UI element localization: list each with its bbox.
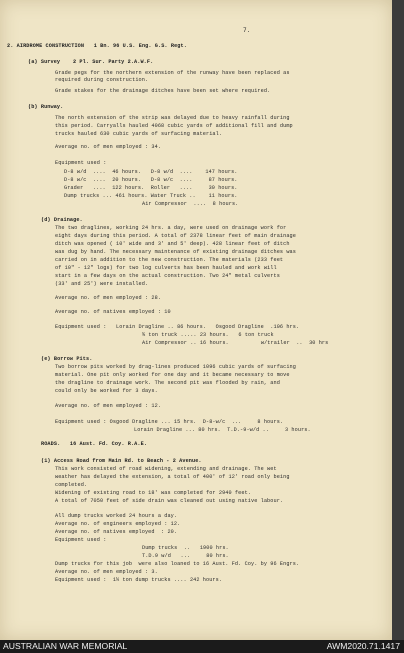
- text-line: eight days during this period. A total of 2378 linear feet of main drainage: [55, 233, 296, 239]
- scan-border: [392, 0, 404, 640]
- page-marker: 7.: [243, 27, 251, 34]
- subsection-heading: (e) Borrow Pits.: [41, 356, 93, 362]
- text-line: The north extension of the strip was delayed due to heavy rainfall during: [55, 115, 290, 121]
- subsection-heading: (d) Drainage.: [41, 217, 83, 223]
- text-line: A total of 7050 feet of side drain was cleaned out using native labour.: [55, 498, 284, 504]
- text-line: Average no. of men employed : 3.: [55, 569, 158, 575]
- text-line: could only be worked for 3 days.: [55, 388, 158, 394]
- equipment-line: D-8 w/d .... 46 hours. D-8 w/d .... 147 hours.: [64, 169, 238, 175]
- text-line: Average no. of natives employed : 10: [55, 309, 171, 315]
- text-line: Equipment used :: [55, 160, 107, 166]
- text-line: start in a few days on the actual construction. Two 24" metal culverts: [55, 273, 280, 279]
- text-line: Average no. of men employed : 34.: [55, 144, 162, 150]
- text-line: (33' and 25') were installed.: [55, 281, 149, 287]
- text-line: Grade pegs for the northern extension of the runway have been replaced as: [55, 70, 290, 76]
- section-heading: ROADS. 16 Aust. Fd. Coy. R.A.E.: [41, 441, 148, 447]
- text-line: this period. Carryalls hauled 4068 cubic yards of additional fill and dump: [55, 123, 293, 129]
- equipment-line: Air Compressor .. 16 hours. w/trailer .. 30 hrs: [142, 340, 329, 346]
- text-line: ditch was opened ( 10' wide and 3' and 5' deep). 428 linear feet of ditch: [55, 241, 290, 247]
- subsection-heading: (a) Survey 2 Pl. Sur. Party 2.A.W.F.: [28, 59, 154, 65]
- equipment-line: Equipment used : Lorain Dragline .. 86 hours. Osgood Dragline .106 hrs.: [55, 324, 300, 330]
- text-line: This work consisted of road widening, extending and drainage. The wet: [55, 466, 277, 472]
- section-heading: 2. AIRDROME CONSTRUCTION 1 Bn. 96 U.S. Eng. G.S. Regt.: [7, 43, 187, 49]
- text-line: Dump trucks for this job were also loaned to 16 Aust. Fd. Coy. by 96 Engrs.: [55, 561, 300, 567]
- text-line: Average no. of men employed : 28.: [55, 295, 162, 301]
- equipment-line: T.D.9 w/d ... 80 hrs.: [142, 553, 229, 559]
- equipment-line: Dump trucks ... 461 hours. Water Truck .. 11 hours.: [64, 193, 238, 199]
- equipment-line: Air Compressor .... 8 hours.: [142, 201, 239, 207]
- equipment-line: Equipment used : Osgood Dragline ... 15 hrs. D-8-w/c ... 8 hours.: [55, 419, 284, 425]
- subsection-heading: (b) Runway.: [28, 104, 64, 110]
- equipment-line: D-8 w/c .... 20 hours. D-8 w/c .... 87 hours.: [64, 177, 238, 183]
- footer-institution: AUSTRALIAN WAR MEMORIAL: [3, 641, 128, 651]
- archive-footer: [0, 640, 404, 653]
- text-line: Average no. of natives employed : 20.: [55, 529, 178, 535]
- text-line: The two draglines, working 24 hrs. a day, were used on drainage work for: [55, 225, 287, 231]
- equipment-line: ¾ ton truck ..... 23 hours. 6 ton truck: [142, 332, 274, 338]
- text-line: All dump trucks worked 24 hours a day.: [55, 513, 178, 519]
- text-line: Average no. of men employed : 12.: [55, 403, 162, 409]
- text-line: required during construction.: [55, 77, 149, 83]
- text-line: Widening of existing road to 18' was completed for 2940 feet.: [55, 490, 251, 496]
- text-line: completed.: [55, 482, 88, 488]
- equipment-line: Lorain Dragline ... 80 hrs. T.D.-9-w/d .. 3 hours.: [134, 427, 311, 433]
- text-line: material. One pit only worked for one day and it became necessary to move: [55, 372, 290, 378]
- text-line: the dragline to drainage work. The second pit was flooded by rain, and: [55, 380, 280, 386]
- text-line: carried on in addition to the new construction. The materials (233 feet: [55, 257, 284, 263]
- text-line: weather has delayed the extension, a total of 400' of 12' road only being: [55, 474, 290, 480]
- equipment-line: Grader .... 122 hours. Roller .... 30 hours.: [64, 185, 238, 191]
- text-line: was dug by hand. The necessary maintenance of existing drainage ditches was: [55, 249, 296, 255]
- equipment-line: Equipment used : 1½ ton dump trucks .... 242 hours.: [55, 577, 223, 583]
- text-line: trucks hauled 630 cubic yards of surfacing material.: [55, 131, 223, 137]
- text-line: Equipment used :: [55, 537, 107, 543]
- text-line: Grade stakes for the drainage ditches have been set where required.: [55, 88, 271, 94]
- text-line: Two borrow pits worked by drag-lines produced 1096 cubic yards of surfacing: [55, 364, 296, 370]
- equipment-line: Dump trucks .. 1900 hrs.: [142, 545, 229, 551]
- text-line: Average no. of engineers employed : 12.: [55, 521, 181, 527]
- subsection-heading: (1) Access Road from Main Rd. to Beach - 2 Avenue.: [41, 458, 202, 464]
- text-line: of 10" - 12" logs) for two log culverts has been hauled and work will: [55, 265, 277, 271]
- footer-accession-number: AWM2020.71.1417: [326, 641, 400, 651]
